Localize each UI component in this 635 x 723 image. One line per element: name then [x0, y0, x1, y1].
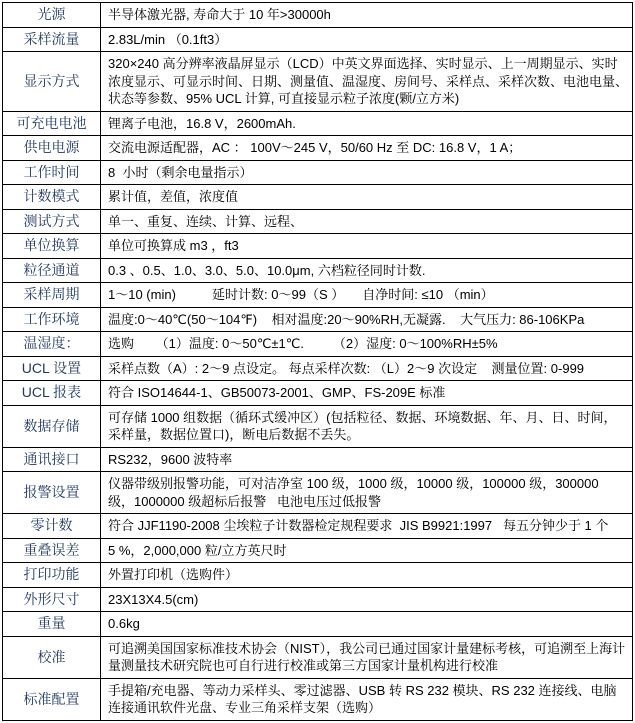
spec-row-power-supply [3, 136, 633, 161]
spec-row-coincidence-loss [3, 538, 633, 563]
spec-label: UCL 设置 [3, 356, 101, 381]
spec-row-print-function [3, 563, 633, 588]
spec-row-working-time [3, 160, 633, 185]
spec-value: 符合 ISO14644-1、GB50073-2001、GMP、FS-209E 标准 [101, 381, 633, 406]
spec-value: 23X13X4.5(cm) [101, 587, 633, 612]
spec-row-ucl-report [3, 381, 633, 406]
spec-value: 半导体激光器, 寿命大于 10 年>30000h [101, 3, 633, 28]
spec-value: 0.3 、0.5、1.0、3.0、5.0、10.0μm, 六档粒径同时计数. [101, 258, 633, 283]
spec-label: 工作时间 [3, 160, 101, 185]
spec-value: 累计值，差值，浓度值 [101, 185, 633, 210]
spec-label: 温湿度： [3, 332, 101, 357]
spec-label: 光源 [3, 3, 101, 28]
spec-row-display-mode [3, 52, 633, 112]
spec-label: 粒径通道 [3, 258, 101, 283]
spec-value: 可追溯美国国家标准技术协会（NIST），我公司已通过国家计量建标考核，可追溯至上海计量测量技术研究院也可自行进行校准或第三方国家计量机构进行校准 [101, 636, 633, 678]
spec-value: RS232，9600 波特率 [101, 447, 633, 472]
spec-label: 单位换算 [3, 234, 101, 259]
spec-value: 单位可换算成 m3 ，ft3 [101, 234, 633, 259]
spec-value: 可存储 1000 组数据（循环式缓冲区）(包括粒径、数据、环境数据、年、月、日、时间，采样量，数据位置口)，断电后数据不丢失。 [101, 405, 633, 447]
spec-value: 5 %，2,000,000 粒/立方英尺时 [101, 538, 633, 563]
spec-table [2, 2, 633, 721]
spec-label: 数据存储 [3, 405, 101, 447]
spec-label: 显示方式 [3, 52, 101, 112]
spec-value: 手提箱/充电器、等动力采样头、零过滤器、USB 转 RS 232 模块、RS 232 连接线、电脑连接通讯软件光盘、专业三角采样支架（选购） [101, 678, 633, 720]
spec-label: 重叠误差 [3, 538, 101, 563]
spec-row-alarm-setting [3, 472, 633, 514]
spec-row-dimensions [3, 587, 633, 612]
spec-label: 采样流量 [3, 27, 101, 52]
spec-label: 可充电电池 [3, 111, 101, 136]
spec-row-flow-rate [3, 27, 633, 52]
spec-row-comm-interface [3, 447, 633, 472]
spec-label: 通讯接口 [3, 447, 101, 472]
spec-label: 采样周期 [3, 283, 101, 308]
spec-row-light-source [3, 3, 633, 28]
spec-label: 报警设置 [3, 472, 101, 514]
spec-row-standard-config [3, 678, 633, 720]
spec-value: 温度:0～40℃(50～104℉) 相对温度:20～90%RH,无凝露. 大气压力: 86-106KPa [101, 307, 633, 332]
spec-value: 单一、重复、连续、计算、远程、 [101, 209, 633, 234]
spec-label: 工作环境 [3, 307, 101, 332]
spec-label: 校准 [3, 636, 101, 678]
spec-value: 采样点数（A）: 2～9 点设定。 每点采样次数: （L）2～9 次设定 测量位置: 0-999 [101, 356, 633, 381]
spec-row-data-storage [3, 405, 633, 447]
spec-value: 1～10 (min) 延时计数: 0～99（S ） 自净时间: ≤10 （min） [101, 283, 633, 308]
spec-value: 0.6kg [101, 612, 633, 637]
spec-row-zero-count [3, 514, 633, 539]
spec-row-battery [3, 111, 633, 136]
spec-value: 320×240 高分辨率液晶屏显示（LCD）中英文界面选择、实时显示、上一周期显示、实时浓度显示、可显示时间、日期、测量值、温湿度、房间号、采样点、采样次数、电池电量、状态等参数、95% UCL 计算, 可直接显示粒子浓度(颗/立方米) [101, 52, 633, 112]
spec-row-working-environment [3, 307, 633, 332]
spec-row-sampling-period [3, 283, 633, 308]
spec-row-particle-channels [3, 258, 633, 283]
spec-label: 供电电源 [3, 136, 101, 161]
spec-row-count-mode [3, 185, 633, 210]
spec-row-ucl-setting [3, 356, 633, 381]
spec-label: UCL 报表 [3, 381, 101, 406]
spec-value: 外置打印机（选购件） [101, 563, 633, 588]
spec-label: 打印功能 [3, 563, 101, 588]
spec-label: 计数模式 [3, 185, 101, 210]
spec-row-calibration [3, 636, 633, 678]
spec-row-unit-conversion [3, 234, 633, 259]
spec-value: 选购 （1）温度: 0～50℃±1℃. （2）湿度: 0～100%RH±5% [101, 332, 633, 357]
spec-row-weight [3, 612, 633, 637]
spec-label: 测试方式 [3, 209, 101, 234]
spec-label: 零计数 [3, 514, 101, 539]
spec-value: 交流电源适配器，AC ： 100V～245 V，50/60 Hz 至 DC: 16.8 V，1 A； [101, 136, 633, 161]
spec-row-temp-humidity [3, 332, 633, 357]
spec-value: 仪器带级别报警功能，可对洁净室 100 级，1000 级，10000 级，100000 级，300000 级，1000000 级超标后报警 电池电压过低报警 [101, 472, 633, 514]
spec-row-test-mode [3, 209, 633, 234]
spec-label: 外形尺寸 [3, 587, 101, 612]
spec-label: 标准配置 [3, 678, 101, 720]
spec-value: 符合 JJF1190-2008 尘埃粒子计数器检定规程要求 JIS B9921:1997 每五分钟少于 1 个 [101, 514, 633, 539]
spec-value: 2.83L/min （0.1ft3） [101, 27, 633, 52]
spec-value: 8 小时（剩余电量指示） [101, 160, 633, 185]
spec-value: 锂离子电池，16.8 V，2600mAh. [101, 111, 633, 136]
spec-label: 重量 [3, 612, 101, 637]
